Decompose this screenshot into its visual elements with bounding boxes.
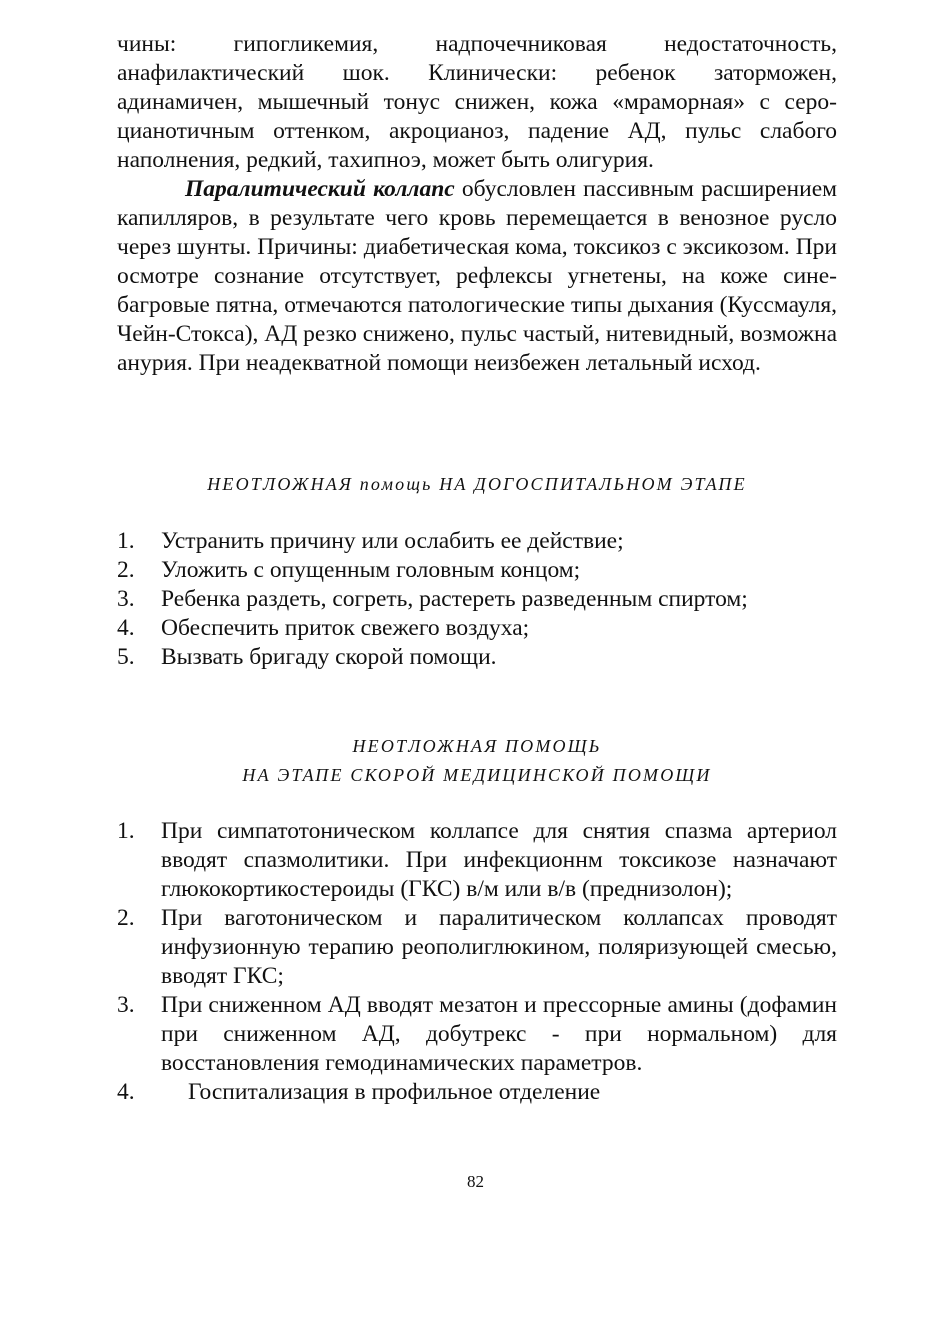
list-item bbox=[117, 585, 837, 614]
list-item-text: Ребенка раздеть, согреть, растереть разведенным спиртом; bbox=[161, 586, 748, 612]
list-item-text: Госпитализация в профильное отделение bbox=[188, 1079, 601, 1105]
intro-paragraph: чины: гипогликемия, надпочечниковая недостаточность, анафилактический шок. Клинически: ребенок заторможен, адинамичен, мышечный тонус снижен, кожа «мраморная» с серо-цианотичным оттенком, акроцианоз, падение АД, пульс слабого наполнения, редкий, тахипноэ, может быть олигурия. bbox=[117, 31, 837, 173]
paralytic-collapse-paragraph bbox=[117, 175, 837, 378]
list-item-text: Вызвать бригаду скорой помощи. bbox=[161, 644, 497, 670]
list-item-text: Обеспечить приток свежего воздуха; bbox=[161, 615, 530, 641]
list-item bbox=[117, 556, 837, 585]
list-item bbox=[117, 817, 837, 904]
list-item bbox=[117, 643, 837, 672]
list-item bbox=[117, 1078, 837, 1107]
list-item-number: 1. bbox=[117, 818, 135, 844]
list-item bbox=[117, 614, 837, 643]
list-item-number: 3. bbox=[117, 992, 135, 1018]
section-heading-line-1: НЕОТЛОЖНАЯ ПОМОЩЬ bbox=[352, 736, 602, 756]
list-item bbox=[117, 904, 837, 991]
list-item-number: 2. bbox=[117, 557, 135, 583]
list-item-number: 4. bbox=[117, 1079, 135, 1105]
list-item bbox=[117, 991, 837, 1078]
list-item-number: 1. bbox=[117, 528, 135, 554]
page-number: 82 bbox=[467, 1172, 484, 1191]
list-item-text: Устранить причину или ослабить ее действие; bbox=[161, 528, 624, 554]
list-item-text: При сниженном АД вводят мезатон и прессорные амины (дофамин при сниженном АД, добутрекс - при нормальном) для восстановления гемодинамических параметров. bbox=[161, 992, 837, 1076]
list-item-number: 2. bbox=[117, 905, 135, 931]
list-item-text: Уложить с опущенным головным концом; bbox=[161, 557, 581, 583]
section-heading-line-2: НА ЭТАПЕ СКОРОЙ МЕДИЦИНСКОЙ ПОМОЩИ bbox=[242, 765, 712, 785]
list-item-number: 3. bbox=[117, 586, 135, 612]
list-item-text: При симпатотоническом коллапсе для снятия спазма артериол вводят спазмолитики. При инфекционнм токсикозе назначают глюкокортикостероиды (ГКС) в/м или в/в (преднизолон); bbox=[161, 818, 837, 902]
section-heading-prehospital: НЕОТЛОЖНАЯ помощь НА ДОГОСПИТАЛЬНОМ ЭТАПЕ bbox=[207, 474, 747, 494]
body-text-top bbox=[117, 30, 837, 378]
prehospital-list bbox=[117, 527, 837, 672]
list-item bbox=[117, 527, 837, 556]
section-heading-ambulance bbox=[117, 732, 837, 790]
list-item-number: 5. bbox=[117, 644, 135, 670]
list-item-text: При ваготоническом и паралитическом коллапсах проводят инфузионную терапию реополиглюкином, поляризующей смесью, вводят ГКС; bbox=[161, 905, 837, 989]
list-item-number: 4. bbox=[117, 615, 135, 641]
paralytic-collapse-text: обусловлен пассивным расширением капилляров, в результате чего кровь перемещается в венозное русло через шунты. Причины: диабетическая кома, токсикоз с эксикозом. При осмотре сознание отсутствует, рефлексы угнетены, на коже сине-багровые пятна, отмечаются патологические типы дыхания (Куссмауля, Чейн-Стокса), АД резко снижено, пульс частый, нитевидный, возможна анурия. При неадекватной помощи неизбежен летальный исход. bbox=[117, 176, 837, 376]
ambulance-list bbox=[117, 817, 837, 1107]
paralytic-collapse-term: Паралитический коллапс bbox=[185, 176, 455, 202]
